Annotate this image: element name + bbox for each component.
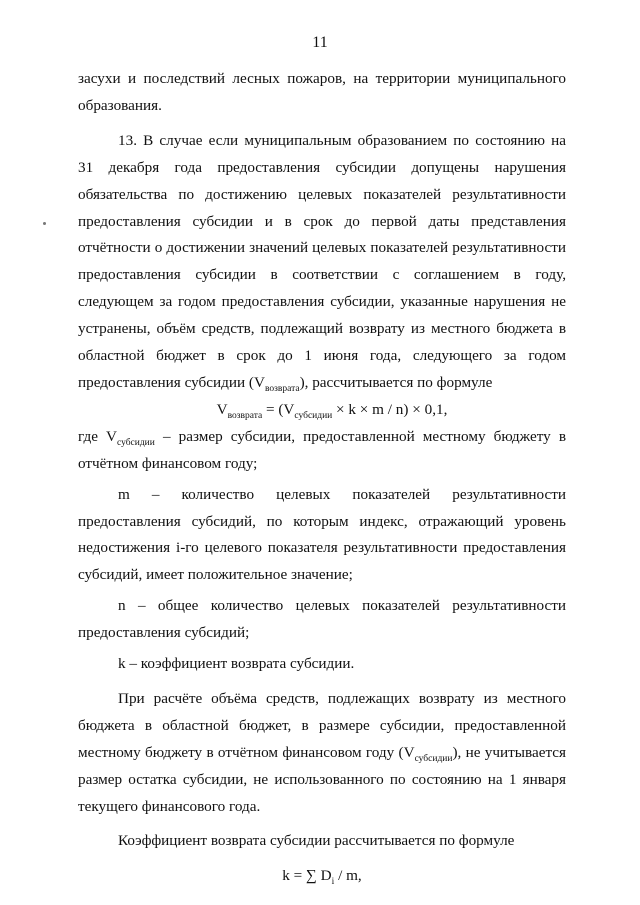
paragraph-m-definition: m – количество целевых показателей результативности предоставления субсидий, по которым индекс, отражающий уровень недостижения i-го целевого показателя результативности предоставления субсидий, имеет положительное значение; <box>78 485 566 584</box>
formula-coefficient-tail: / m, <box>334 867 362 885</box>
paragraph-13-tail: ), рассчитывается по формуле <box>299 373 493 391</box>
where-definition: – размер субсидии, предоставленной местному бюджету в отчётном финансовом году; <box>78 427 566 472</box>
paragraph-coefficient-intro: Коэффициент возврата субсидии рассчитывается по формуле <box>118 832 515 850</box>
calculation-subscript: субсидии <box>414 753 453 764</box>
formula-v-subsidy: = (V <box>262 400 295 418</box>
calculation-tail: ), не учитывается размер остатка субсидии, не использованного по состоянию на 1 января текущего финансового года. <box>78 743 566 815</box>
where-subscript: субсидии <box>117 437 155 448</box>
paragraph-where <box>78 424 566 478</box>
paragraph-n-definition: n – общее количество целевых показателей результативности предоставления субсидий; <box>78 597 566 642</box>
formula-return-volume <box>78 397 566 424</box>
document-body <box>78 66 566 890</box>
formula-coefficient <box>78 863 566 890</box>
formula-v-subsidy-subscript: субсидии <box>294 410 333 421</box>
paragraph-k-definition: k – коэффициент возврата субсидии. <box>118 655 355 673</box>
formula-rest: × k × m / n) × 0,1, <box>332 400 448 418</box>
formula-coefficient-main: k = ∑ D <box>282 867 332 885</box>
paragraph-13 <box>78 128 566 397</box>
formula-v-return: V <box>216 400 228 418</box>
paragraph-13-text: 13. В случае если муниципальным образованием по состоянию на 31 декабря года предоставления субсидии допущены нарушения обязательства по достижению целевых показателей результативности предоставления субсидии и в срок до первой даты представления отчётности о достижении значений целевых показателей результативности предоставления субсидии в соответствии с соглашением в году, следующем за годом предоставления субсидии, указанные нарушения не устранены, объём средств, подлежащий возврату из местного бюджета в областной бюджет в срок до 1 июня года, следующего за годом предоставления субсидии (V <box>78 131 566 391</box>
paragraph-13-subscript: возврата <box>264 384 300 394</box>
paragraph-calculation <box>78 686 566 821</box>
calculation-text: При расчёте объёма средств, подлежащих возврату из местного бюджета в областной бюджет, в размере субсидии, предоставленной местному бюджету в отчётном финансовом году (V <box>78 689 566 761</box>
formula-coefficient-subscript: i <box>331 877 335 888</box>
page-number: 11 <box>312 34 328 51</box>
formula-v-return-subscript: возврата <box>227 410 263 421</box>
paragraph-continuation: засухи и последствий лесных пожаров, на территории муниципального образования. <box>78 70 566 114</box>
scan-speck <box>43 222 46 225</box>
where-prefix: где V <box>78 427 117 445</box>
